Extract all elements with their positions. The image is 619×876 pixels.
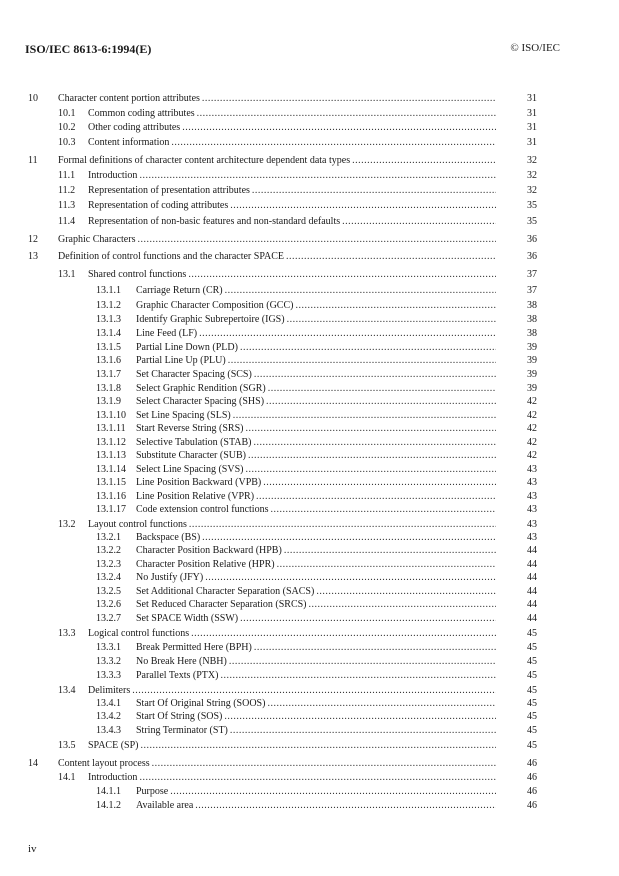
- toc-dot-leader: [137, 234, 496, 246]
- toc-entry[interactable]: [96, 656, 500, 668]
- toc-entry[interactable]: [58, 200, 500, 212]
- toc-entry[interactable]: [28, 155, 500, 167]
- toc-entry-number: 13.1.16: [96, 491, 126, 502]
- toc-entry[interactable]: [96, 532, 500, 544]
- toc-entry-page: 45: [527, 670, 537, 681]
- toc-entry-page: 45: [527, 740, 537, 751]
- toc-entry-page: 38: [527, 328, 537, 339]
- toc-entry[interactable]: [28, 234, 500, 246]
- toc-entry-title: Representation of coding attributes: [88, 200, 229, 211]
- toc-entry[interactable]: [96, 800, 500, 812]
- toc-entry-number: 13.1.4: [96, 328, 121, 339]
- toc-entry-number: 13.1.7: [96, 369, 121, 380]
- toc-entry-page: 45: [527, 685, 537, 696]
- toc-entry-page: 38: [527, 300, 537, 311]
- toc-entry-title: Set Line Spacing (SLS): [136, 410, 231, 421]
- toc-entry-number: 13.2.6: [96, 599, 121, 610]
- toc-entry-page: 42: [527, 450, 537, 461]
- toc-entry-title: Set SPACE Width (SSW): [136, 613, 239, 624]
- toc-entry-number: 13.5: [58, 740, 76, 751]
- toc-entry-number: 13.2.4: [96, 572, 121, 583]
- toc-entry-title: Logical control functions: [88, 628, 190, 639]
- toc-entry-page: 44: [527, 586, 537, 597]
- toc-entry-title: Delimiters: [88, 685, 131, 696]
- toc-dot-leader: [171, 137, 496, 149]
- toc-dot-leader: [342, 216, 496, 228]
- toc-dot-leader: [225, 285, 496, 297]
- toc-dot-leader: [267, 698, 496, 710]
- toc-entry-page: 43: [527, 464, 537, 475]
- toc-entry-title: Graphic Characters: [58, 234, 136, 245]
- toc-entry-page: 31: [527, 93, 537, 104]
- toc-entry-title: Other coding attributes: [88, 122, 181, 133]
- toc-entry[interactable]: [58, 122, 500, 134]
- toc-entry-title: Set Reduced Character Separation (SRCS): [136, 599, 307, 610]
- toc-entry-title: No Break Here (NBH): [136, 656, 227, 667]
- toc-entry-page: 32: [527, 170, 537, 181]
- toc-entry-number: 13.3.2: [96, 656, 121, 667]
- toc-entry-title: Select Line Spacing (SVS): [136, 464, 244, 475]
- toc-entry-title: SPACE (SP): [88, 740, 139, 751]
- toc-entry[interactable]: [96, 328, 500, 340]
- toc-entry-number: 13.1.12: [96, 437, 126, 448]
- toc-entry-number: 13.4.1: [96, 698, 121, 709]
- toc-entry-title: Select Graphic Rendition (SGR): [136, 383, 266, 394]
- toc-entry-page: 45: [527, 642, 537, 653]
- toc-entry[interactable]: [96, 786, 500, 798]
- toc-dot-leader: [233, 410, 496, 422]
- toc-entry[interactable]: [96, 369, 500, 381]
- toc-entry-number: 10.3: [58, 137, 76, 148]
- toc-entry-title: Partial Line Up (PLU): [136, 355, 226, 366]
- toc-dot-leader: [220, 670, 496, 682]
- toc-entry-title: String Terminator (ST): [136, 725, 228, 736]
- toc-entry[interactable]: [96, 285, 500, 297]
- toc-entry-number: 11.1: [58, 170, 76, 181]
- toc-entry-number: 13.1.17: [96, 504, 126, 515]
- toc-dot-leader: [205, 572, 496, 584]
- toc-entry-title: Line Position Relative (VPR): [136, 491, 255, 502]
- toc-entry-number: 13.1.1: [96, 285, 121, 296]
- toc-entry[interactable]: [96, 572, 500, 584]
- toc-entry-page: 39: [527, 369, 537, 380]
- toc-entry-page: 46: [527, 772, 537, 783]
- toc-entry-page: 37: [527, 285, 537, 296]
- toc-entry-number: 11: [28, 155, 38, 166]
- toc-entry-page: 43: [527, 477, 537, 488]
- toc-entry[interactable]: [96, 437, 500, 449]
- toc-dot-leader: [245, 464, 496, 476]
- toc-entry-page: 44: [527, 599, 537, 610]
- toc-dot-leader: [199, 328, 496, 340]
- toc-entry-title: Graphic Character Composition (GCC): [136, 300, 294, 311]
- toc-entry-number: 13.3.1: [96, 642, 121, 653]
- toc-entry-title: Parallel Texts (PTX): [136, 670, 219, 681]
- toc-entry[interactable]: [58, 519, 500, 531]
- toc-dot-leader: [287, 314, 496, 326]
- toc-entry[interactable]: [96, 396, 500, 408]
- toc-entry-title: Character Position Relative (HPR): [136, 559, 275, 570]
- toc-entry-title: Representation of non-basic features and non-standard defaults: [88, 216, 341, 227]
- toc-entry-page: 32: [527, 185, 537, 196]
- toc-dot-leader: [270, 504, 496, 516]
- toc-entry-number: 13.1.10: [96, 410, 126, 421]
- toc-entry-page: 45: [527, 698, 537, 709]
- toc-entry[interactable]: [96, 599, 500, 611]
- toc-entry[interactable]: [58, 269, 500, 281]
- toc-entry-page: 37: [527, 269, 537, 280]
- toc-entry-title: Introduction: [88, 170, 138, 181]
- toc-entry[interactable]: [96, 300, 500, 312]
- toc-dot-leader: [240, 613, 496, 625]
- toc-entry-page: 32: [527, 155, 537, 166]
- page-number: iv: [28, 843, 37, 855]
- toc-entry-number: 10.2: [58, 122, 76, 133]
- toc-entry-number: 13.1.13: [96, 450, 126, 461]
- toc-entry-number: 13.2: [58, 519, 76, 530]
- toc-entry-number: 11.3: [58, 200, 76, 211]
- toc-entry-page: 36: [527, 234, 537, 245]
- toc-entry-page: 45: [527, 656, 537, 667]
- toc-entry-number: 13.3: [58, 628, 76, 639]
- toc-dot-leader: [224, 711, 496, 723]
- toc-entry-number: 13: [28, 251, 38, 262]
- toc-entry[interactable]: [96, 410, 500, 422]
- toc-entry-page: 35: [527, 216, 537, 227]
- toc-entry-page: 44: [527, 613, 537, 624]
- toc-entry[interactable]: [96, 342, 500, 354]
- toc-dot-leader: [316, 586, 496, 598]
- toc-entry[interactable]: [96, 383, 500, 395]
- toc-entry-title: Set Character Spacing (SCS): [136, 369, 252, 380]
- toc-dot-leader: [263, 477, 496, 489]
- toc-entry-page: 31: [527, 137, 537, 148]
- toc-entry[interactable]: [96, 477, 500, 489]
- toc-entry-title: Content layout process: [58, 758, 150, 769]
- toc-entry-title: Line Position Backward (VPB): [136, 477, 262, 488]
- toc-entry-title: Shared control functions: [88, 269, 187, 280]
- toc-entry[interactable]: [96, 314, 500, 326]
- toc-entry-page: 46: [527, 800, 537, 811]
- toc-entry[interactable]: [96, 586, 500, 598]
- toc-entry-page: 42: [527, 423, 537, 434]
- toc-entry-title: Character Position Backward (HPB): [136, 545, 282, 556]
- toc-dot-leader: [230, 200, 496, 212]
- toc-dot-leader: [309, 599, 496, 611]
- toc-dot-leader: [132, 685, 496, 697]
- toc-dot-leader: [139, 170, 496, 182]
- toc-dot-leader: [252, 185, 496, 197]
- toc-entry-page: 43: [527, 532, 537, 543]
- toc-entry[interactable]: [96, 545, 500, 557]
- toc-dot-leader: [188, 269, 496, 281]
- toc-dot-leader: [152, 758, 496, 770]
- toc-entry-number: 13.1.9: [96, 396, 121, 407]
- toc-entry-page: 31: [527, 122, 537, 133]
- toc-dot-leader: [228, 355, 496, 367]
- toc-entry-page: 39: [527, 355, 537, 366]
- toc-entry[interactable]: [28, 758, 500, 770]
- toc-entry[interactable]: [96, 423, 500, 435]
- toc-entry[interactable]: [96, 725, 500, 737]
- toc-dot-leader: [170, 786, 496, 798]
- toc-entry-title: Partial Line Down (PLD): [136, 342, 238, 353]
- toc-entry-title: Start Of Original String (SOOS): [136, 698, 266, 709]
- toc-dot-leader: [139, 772, 496, 784]
- toc-entry-number: 13.2.2: [96, 545, 121, 556]
- toc-entry-number: 13.1.8: [96, 383, 121, 394]
- toc-entry-title: Set Additional Character Separation (SACS): [136, 586, 315, 597]
- toc-entry-page: 35: [527, 200, 537, 211]
- toc-entry-number: 14.1: [58, 772, 76, 783]
- toc-dot-leader: [202, 532, 496, 544]
- toc-entry[interactable]: [58, 685, 500, 697]
- document-header-copyright: © ISO/IEC: [510, 42, 560, 54]
- toc-entry-page: 45: [527, 711, 537, 722]
- toc-entry[interactable]: [96, 450, 500, 462]
- toc-entry-number: 12: [28, 234, 38, 245]
- toc-entry-number: 13.4.3: [96, 725, 121, 736]
- toc-entry-page: 39: [527, 383, 537, 394]
- toc-entry[interactable]: [96, 559, 500, 571]
- toc-dot-leader: [266, 396, 496, 408]
- toc-entry[interactable]: [96, 464, 500, 476]
- toc-entry-title: Backspace (BS): [136, 532, 201, 543]
- toc-entry-title: Identify Graphic Subrepertoire (IGS): [136, 314, 285, 325]
- toc-entry-page: 39: [527, 342, 537, 353]
- toc-dot-leader: [229, 656, 496, 668]
- toc-entry-title: Code extension control functions: [136, 504, 269, 515]
- toc-entry[interactable]: [58, 216, 500, 228]
- toc-entry[interactable]: [58, 185, 500, 197]
- toc-dot-leader: [191, 628, 496, 640]
- toc-entry-number: 13.2.5: [96, 586, 121, 597]
- toc-entry-number: 10: [28, 93, 38, 104]
- toc-entry[interactable]: [96, 504, 500, 516]
- toc-entry-title: Purpose: [136, 786, 169, 797]
- toc-entry[interactable]: [28, 93, 500, 105]
- toc-entry-number: 13.1.3: [96, 314, 121, 325]
- toc-dot-leader: [254, 642, 496, 654]
- toc-entry[interactable]: [28, 251, 500, 263]
- toc-entry-title: No Justify (JFY): [136, 572, 204, 583]
- toc-entry[interactable]: [58, 740, 500, 752]
- toc-entry-title: Selective Tabulation (STAB): [136, 437, 252, 448]
- toc-entry-number: 13.1.2: [96, 300, 121, 311]
- toc-entry-title: Character content portion attributes: [58, 93, 200, 104]
- toc-entry[interactable]: [96, 355, 500, 367]
- toc-entry-number: 11.2: [58, 185, 76, 196]
- toc-dot-leader: [141, 740, 497, 752]
- toc-dot-leader: [254, 369, 496, 381]
- toc-entry[interactable]: [96, 711, 500, 723]
- toc-entry-page: 43: [527, 504, 537, 515]
- toc-dot-leader: [195, 800, 496, 812]
- toc-dot-leader: [246, 423, 497, 435]
- toc-dot-leader: [295, 300, 496, 312]
- toc-entry-number: 13.1.15: [96, 477, 126, 488]
- toc-dot-leader: [189, 519, 496, 531]
- toc-dot-leader: [254, 437, 496, 449]
- toc-entry-number: 13.1.6: [96, 355, 121, 366]
- toc-entry-title: Start Reverse String (SRS): [136, 423, 244, 434]
- toc-entry-title: Formal definitions of character content architecture dependent data types: [58, 155, 351, 166]
- toc-entry-title: Select Character Spacing (SHS): [136, 396, 265, 407]
- toc-entry-number: 14.1.2: [96, 800, 121, 811]
- toc-dot-leader: [197, 108, 496, 120]
- toc-entry-page: 42: [527, 437, 537, 448]
- toc-entry-title: Introduction: [88, 772, 138, 783]
- toc-entry-title: Layout control functions: [88, 519, 187, 530]
- toc-entry-page: 45: [527, 628, 537, 639]
- toc-entry-page: 45: [527, 725, 537, 736]
- toc-entry-number: 13.1: [58, 269, 76, 280]
- toc-entry[interactable]: [58, 108, 500, 120]
- toc-entry-number: 11.4: [58, 216, 76, 227]
- toc-entry-number: 13.2.3: [96, 559, 121, 570]
- toc-entry-page: 42: [527, 396, 537, 407]
- toc-dot-leader: [277, 559, 496, 571]
- toc-entry-title: Substitute Character (SUB): [136, 450, 246, 461]
- toc-entry-page: 36: [527, 251, 537, 262]
- toc-entry[interactable]: [96, 491, 500, 503]
- toc-entry-page: 43: [527, 491, 537, 502]
- toc-entry-number: 13.1.14: [96, 464, 126, 475]
- toc-entry-title: Start Of String (SOS): [136, 711, 223, 722]
- toc-entry-title: Available area: [136, 800, 194, 811]
- toc-entry-number: 13.3.3: [96, 670, 121, 681]
- toc-entry-number: 10.1: [58, 108, 76, 119]
- toc-dot-leader: [182, 122, 496, 134]
- toc-entry-number: 14.1.1: [96, 786, 121, 797]
- toc-dot-leader: [256, 491, 496, 503]
- toc-entry-page: 43: [527, 519, 537, 530]
- toc-entry-page: 46: [527, 786, 537, 797]
- toc-entry-page: 38: [527, 314, 537, 325]
- toc-entry-title: Carriage Return (CR): [136, 285, 223, 296]
- toc-entry[interactable]: [58, 772, 500, 784]
- toc-entry-number: 13.4: [58, 685, 76, 696]
- toc-entry-page: 44: [527, 559, 537, 570]
- toc-entry-number: 13.2.7: [96, 613, 121, 624]
- toc-entry-number: 13.2.1: [96, 532, 121, 543]
- toc-entry-page: 44: [527, 572, 537, 583]
- toc-entry-title: Definition of control functions and the character SPACE: [58, 251, 284, 262]
- toc-dot-leader: [352, 155, 496, 167]
- toc-entry[interactable]: [58, 628, 500, 640]
- toc-entry[interactable]: [96, 670, 500, 682]
- toc-dot-leader: [286, 251, 496, 263]
- toc-dot-leader: [230, 725, 496, 737]
- toc-entry-number: 13.1.11: [96, 423, 126, 434]
- toc-entry-title: Line Feed (LF): [136, 328, 198, 339]
- toc-dot-leader: [202, 93, 496, 105]
- toc-entry-page: 42: [527, 410, 537, 421]
- toc-dot-leader: [268, 383, 496, 395]
- toc-entry-page: 31: [527, 108, 537, 119]
- toc-entry[interactable]: [58, 137, 500, 149]
- document-header-standard: ISO/IEC 8613-6:1994(E): [25, 42, 152, 56]
- toc-entry[interactable]: [96, 642, 500, 654]
- toc-entry-title: Break Permitted Here (BPH): [136, 642, 252, 653]
- toc-dot-leader: [248, 450, 496, 462]
- toc-entry[interactable]: [96, 613, 500, 625]
- toc-entry[interactable]: [58, 170, 500, 182]
- toc-entry-number: 14: [28, 758, 38, 769]
- toc-dot-leader: [284, 545, 496, 557]
- toc-entry-title: Content information: [88, 137, 170, 148]
- toc-entry-number: 13.1.5: [96, 342, 121, 353]
- toc-entry-page: 46: [527, 758, 537, 769]
- toc-entry-number: 13.4.2: [96, 711, 121, 722]
- toc-entry-page: 44: [527, 545, 537, 556]
- toc-dot-leader: [240, 342, 496, 354]
- toc-entry-title: Common coding attributes: [88, 108, 195, 119]
- toc-entry[interactable]: [96, 698, 500, 710]
- toc-entry-title: Representation of presentation attributes: [88, 185, 250, 196]
